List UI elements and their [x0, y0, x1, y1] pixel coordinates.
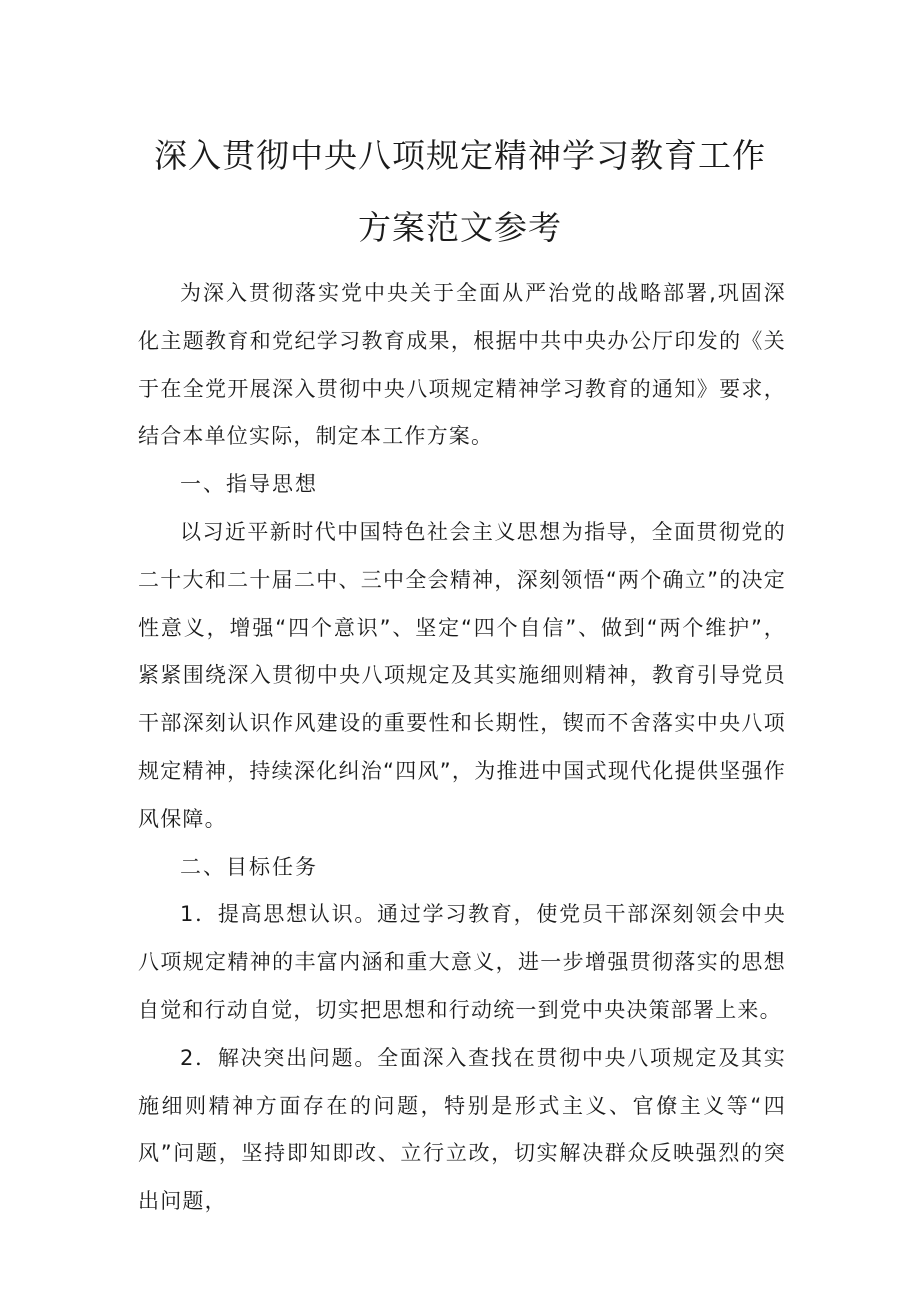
document-body — [138, 270, 786, 1226]
section-heading-goals-tasks: 二、目标任务 — [180, 854, 318, 879]
document-title-line-2: 方案范文参考 — [358, 208, 562, 247]
document-title-line-1: 深入贯彻中央八项规定精神学习教育工作 — [154, 136, 766, 175]
goal-item-2-paragraph: 2．解决突出问题。全面深入查找在贯彻中央八项规定及其实施细则精神方面存在的问题，特别是形式主义、官僚主义等“四风”问题，坚持即知即改、立行立改，切实解决群众反映强烈的突出问题， — [138, 1045, 786, 1214]
intro-paragraph: 为深入贯彻落实党中央关于全面从严治党的战略部署,巩固深化主题教育和党纪学习教育成果，根据中共中央办公厅印发的《关于在全党开展深入贯彻中央八项规定精神学习教育的通知》要求，结合本单位实际，制定本工作方案。 — [138, 281, 786, 449]
guiding-thought-paragraph: 以习近平新时代中国特色社会主义思想为指导，全面贯彻党的二十大和二十届二中、三中全会精神，深刻领悟“两个确立”的决定性意义，增强“四个意识”、坚定“四个自信”、做到“两个维护”，紧紧围绕深入贯彻中央八项规定及其实施细则精神，教育引导党员干部深刻认识作风建设的重要性和长期性，锲而不舍落实中央八项规定精神，持续深化纠治“四风”，为推进中国式现代化提供坚强作风保障。 — [138, 519, 786, 831]
section-heading-guiding-thought: 一、指导思想 — [180, 472, 318, 497]
goal-item-1-paragraph: 1．提高思想认识。通过学习教育，使党员干部深刻领会中央八项规定精神的丰富内涵和重大意义，进一步增强贯彻落实的思想自觉和行动自觉，切实把思想和行动统一到党中央决策部署上来。 — [138, 902, 786, 1022]
